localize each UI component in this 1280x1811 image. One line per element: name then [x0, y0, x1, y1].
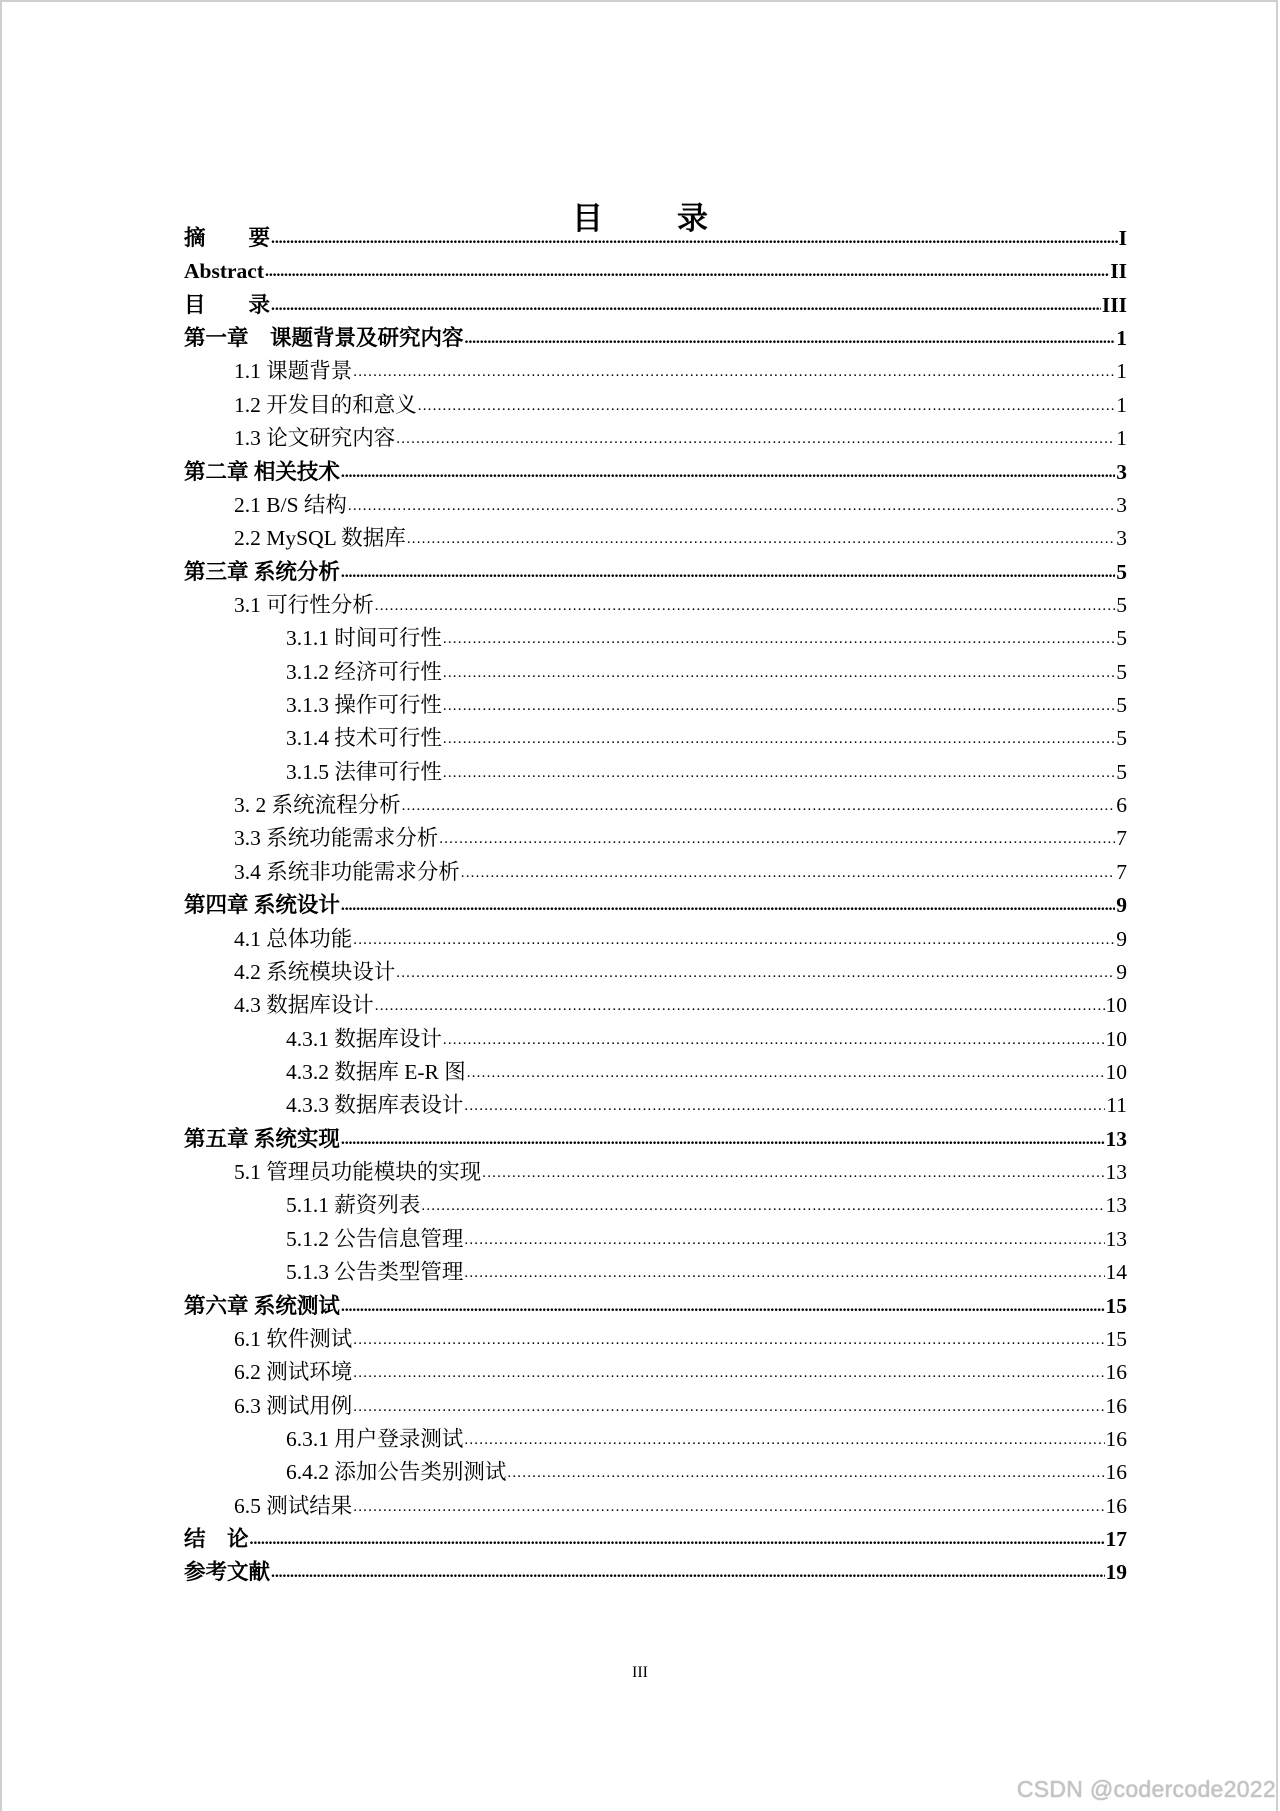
toc-entry[interactable]: [184, 789, 1127, 822]
dot-leader: [467, 1057, 1105, 1079]
page-number-footer: III: [632, 1664, 648, 1681]
toc-entry-page: 19: [1105, 1560, 1127, 1585]
dot-leader: [464, 1258, 1104, 1280]
toc-entry[interactable]: [184, 1189, 1127, 1222]
toc-title-char: 目: [572, 200, 603, 237]
dot-leader: [465, 324, 1116, 346]
toc-entry-label: 5.1.2 公告信息管理: [286, 1226, 464, 1251]
toc-entry-page: 5: [1116, 592, 1127, 617]
toc-entry-label: 2.2 MySQL 数据库: [234, 526, 406, 551]
dot-leader: [265, 257, 1109, 279]
toc-entry[interactable]: [184, 522, 1127, 555]
toc-title-char: 录: [677, 200, 708, 237]
dot-leader: [464, 1091, 1105, 1113]
toc-entry[interactable]: [184, 956, 1127, 989]
toc-entry-page: I: [1118, 226, 1127, 250]
toc-entry[interactable]: [184, 1290, 1127, 1323]
dot-leader: [407, 524, 1115, 546]
toc-entry-page: 5: [1116, 693, 1127, 718]
toc-entry[interactable]: [184, 722, 1127, 755]
toc-entry-label: 4.3 数据库设计: [234, 993, 374, 1018]
dot-leader: [341, 457, 1115, 479]
dot-leader: [271, 1558, 1104, 1580]
toc-entry-label: 6.1 软件测试: [234, 1326, 353, 1351]
toc-entry-label: 3.4 系统非功能需求分析: [234, 859, 460, 884]
toc-entry[interactable]: [184, 422, 1127, 455]
dot-leader: [353, 357, 1115, 379]
toc-entry-page: 1: [1116, 359, 1127, 384]
toc-entry-label: 3.1.5 法律可行性: [286, 759, 442, 784]
dot-leader: [271, 224, 1118, 246]
toc-entry[interactable]: [184, 1056, 1127, 1089]
toc-entry[interactable]: [184, 589, 1127, 622]
toc-entry[interactable]: [184, 1490, 1127, 1523]
toc-entry[interactable]: [184, 489, 1127, 522]
toc-entry[interactable]: [184, 1123, 1127, 1156]
toc-entry-label: 4.3.2 数据库 E-R 图: [286, 1059, 466, 1084]
toc-entry-label: 4.3.3 数据库表设计: [286, 1093, 464, 1118]
toc-entry-page: 1: [1116, 392, 1127, 417]
toc-entry-label: 3. 2 系统流程分析: [234, 793, 401, 818]
toc-entry-label: 3.3 系统功能需求分析: [234, 826, 439, 851]
toc-entry[interactable]: [184, 289, 1127, 322]
toc-entry-label: 目 录: [184, 292, 271, 317]
toc-entry[interactable]: [184, 622, 1127, 655]
toc-entry-page: 16: [1105, 1493, 1127, 1518]
toc-entry-page: 9: [1116, 959, 1127, 984]
dot-leader: [396, 957, 1115, 979]
toc-entry[interactable]: [184, 923, 1127, 956]
toc-entry[interactable]: [184, 1256, 1127, 1289]
toc-entry-label: 摘 要: [184, 226, 271, 250]
toc-entry-page: 16: [1105, 1460, 1127, 1485]
dot-leader: [375, 590, 1115, 612]
toc-entry-label: 结 论: [184, 1527, 249, 1552]
dot-leader: [353, 924, 1115, 946]
dot-leader: [421, 1191, 1104, 1213]
dot-leader: [375, 991, 1105, 1013]
dot-leader: [353, 1358, 1104, 1380]
toc-entry-page: 13: [1105, 1160, 1127, 1185]
toc-entry-page: 6: [1116, 793, 1127, 818]
dot-leader: [353, 1491, 1104, 1513]
dot-leader: [271, 290, 1101, 312]
dot-leader: [250, 1525, 1105, 1547]
toc-entry-label: 6.2 测试环境: [234, 1360, 353, 1385]
toc-entry-label: 2.1 B/S 结构: [234, 492, 347, 517]
toc-entry-page: 13: [1105, 1126, 1127, 1151]
toc-entry-page: 15: [1105, 1326, 1127, 1351]
toc-entry-page: 3: [1116, 526, 1127, 551]
toc-entry-label: 3.1 可行性分析: [234, 592, 374, 617]
toc-entry[interactable]: [184, 1556, 1127, 1589]
toc-entry-page: 5: [1116, 726, 1127, 751]
toc-entry[interactable]: [184, 656, 1127, 689]
toc-entry-label: 3.1.2 经济可行性: [286, 659, 442, 684]
toc-entry-label: 5.1.3 公告类型管理: [286, 1260, 464, 1285]
toc-entry-page: 1: [1116, 426, 1127, 451]
toc-entry-label: 4.1 总体功能: [234, 926, 353, 951]
toc-entry[interactable]: [184, 1089, 1127, 1122]
dot-leader: [418, 390, 1115, 412]
toc-entry-label: 第二章 相关技术: [184, 459, 340, 484]
dot-leader: [402, 791, 1116, 813]
toc-entry-label: 5.1 管理员功能模块的实现: [234, 1160, 482, 1185]
toc-entry[interactable]: [184, 822, 1127, 855]
toc-entry-label: 6.3.1 用户登录测试: [286, 1426, 464, 1451]
toc-entry-label: 3.1.3 操作可行性: [286, 693, 442, 718]
toc-entry-page: 10: [1105, 1026, 1127, 1051]
toc-entry[interactable]: [184, 1356, 1127, 1389]
toc-entry-label: 第三章 系统分析: [184, 559, 340, 584]
toc-entry[interactable]: [184, 689, 1127, 722]
toc-entry-label: 1.2 开发目的和意义: [234, 392, 417, 417]
dot-leader: [341, 891, 1115, 913]
table-of-contents: [184, 222, 1127, 1590]
dot-leader: [341, 1124, 1105, 1146]
dot-leader: [443, 724, 1115, 746]
toc-entry-page: 9: [1116, 893, 1127, 918]
toc-entry[interactable]: [184, 1523, 1127, 1556]
toc-entry[interactable]: [184, 1423, 1127, 1456]
watermark: CSDN @codercode2022: [1016, 1776, 1276, 1802]
toc-entry-page: 1: [1116, 326, 1127, 351]
dot-leader: [353, 1324, 1104, 1346]
toc-entry[interactable]: [184, 1390, 1127, 1423]
toc-entry-label: 第一章 课题背景及研究内容: [184, 326, 464, 351]
dot-leader: [348, 490, 1115, 512]
toc-entry-label: 第四章 系统设计: [184, 893, 340, 918]
toc-entry-label: 1.1 课题背景: [234, 359, 353, 384]
dot-leader: [461, 857, 1115, 879]
toc-entry-label: 4.3.1 数据库设计: [286, 1026, 442, 1051]
toc-entry-label: 6.3 测试用例: [234, 1393, 353, 1418]
toc-entry[interactable]: [184, 389, 1127, 422]
toc-entry-page: 10: [1105, 1059, 1127, 1084]
dot-leader: [396, 424, 1115, 446]
toc-entry-page: 5: [1116, 626, 1127, 651]
toc-entry[interactable]: [184, 889, 1127, 922]
toc-entry-label: 3.1.1 时间可行性: [286, 626, 442, 651]
dot-leader: [443, 757, 1115, 779]
dot-leader: [482, 1158, 1104, 1180]
toc-entry-page: II: [1110, 259, 1127, 284]
toc-entry-page: 16: [1105, 1426, 1127, 1451]
dot-leader: [443, 624, 1115, 646]
toc-entry-page: 13: [1105, 1226, 1127, 1251]
toc-entry[interactable]: [184, 1023, 1127, 1056]
toc-entry-page: 3: [1116, 492, 1127, 517]
toc-entry-page: III: [1101, 292, 1127, 317]
dot-leader: [341, 1291, 1105, 1313]
dot-leader: [443, 1024, 1105, 1046]
toc-entry-label: 1.3 论文研究内容: [234, 426, 396, 451]
toc-entry-page: 16: [1105, 1393, 1127, 1418]
toc-entry-page: 17: [1105, 1527, 1127, 1552]
toc-entry-label: 第五章 系统实现: [184, 1126, 340, 1151]
toc-entry-page: 5: [1116, 659, 1127, 684]
toc-entry[interactable]: [184, 322, 1127, 355]
toc-entry[interactable]: [184, 989, 1127, 1022]
toc-entry[interactable]: [184, 222, 1127, 255]
dot-leader: [464, 1424, 1104, 1446]
toc-entry[interactable]: [184, 756, 1127, 789]
toc-entry[interactable]: [184, 1223, 1127, 1256]
toc-entry[interactable]: [184, 255, 1127, 288]
toc-entry-page: 11: [1106, 1093, 1127, 1118]
toc-entry-page: 5: [1116, 559, 1127, 584]
toc-entry-page: 7: [1116, 859, 1127, 884]
toc-entry-page: 9: [1116, 926, 1127, 951]
toc-entry-page: 15: [1105, 1293, 1127, 1318]
toc-entry-label: Abstract: [184, 259, 265, 284]
dot-leader: [507, 1458, 1104, 1480]
toc-entry-label: 3.1.4 技术可行性: [286, 726, 442, 751]
dot-leader: [353, 1391, 1104, 1413]
toc-entry[interactable]: [184, 1156, 1127, 1189]
toc-entry-label: 6.4.2 添加公告类别测试: [286, 1460, 507, 1485]
toc-entry-page: 10: [1105, 993, 1127, 1018]
toc-entry-label: 参考文献: [184, 1560, 271, 1585]
toc-entry[interactable]: [184, 456, 1127, 489]
toc-entry[interactable]: [184, 856, 1127, 889]
toc-entry-page: 5: [1116, 759, 1127, 784]
toc-entry[interactable]: [184, 556, 1127, 589]
toc-entry-page: 14: [1105, 1260, 1127, 1285]
dot-leader: [443, 691, 1115, 713]
dot-leader: [464, 1224, 1104, 1246]
dot-leader: [341, 557, 1115, 579]
toc-entry[interactable]: [184, 1456, 1127, 1489]
toc-entry-label: 6.5 测试结果: [234, 1493, 353, 1518]
dot-leader: [439, 824, 1115, 846]
toc-entry-label: 第六章 系统测试: [184, 1293, 340, 1318]
toc-entry-label: 5.1.1 薪资列表: [286, 1193, 421, 1218]
toc-entry-page: 7: [1116, 826, 1127, 851]
toc-entry-page: 13: [1105, 1193, 1127, 1218]
toc-entry-page: 16: [1105, 1360, 1127, 1385]
toc-entry[interactable]: [184, 1323, 1127, 1356]
toc-entry-page: 3: [1116, 459, 1127, 484]
dot-leader: [443, 657, 1115, 679]
toc-entry-label: 4.2 系统模块设计: [234, 959, 396, 984]
toc-entry[interactable]: [184, 355, 1127, 388]
